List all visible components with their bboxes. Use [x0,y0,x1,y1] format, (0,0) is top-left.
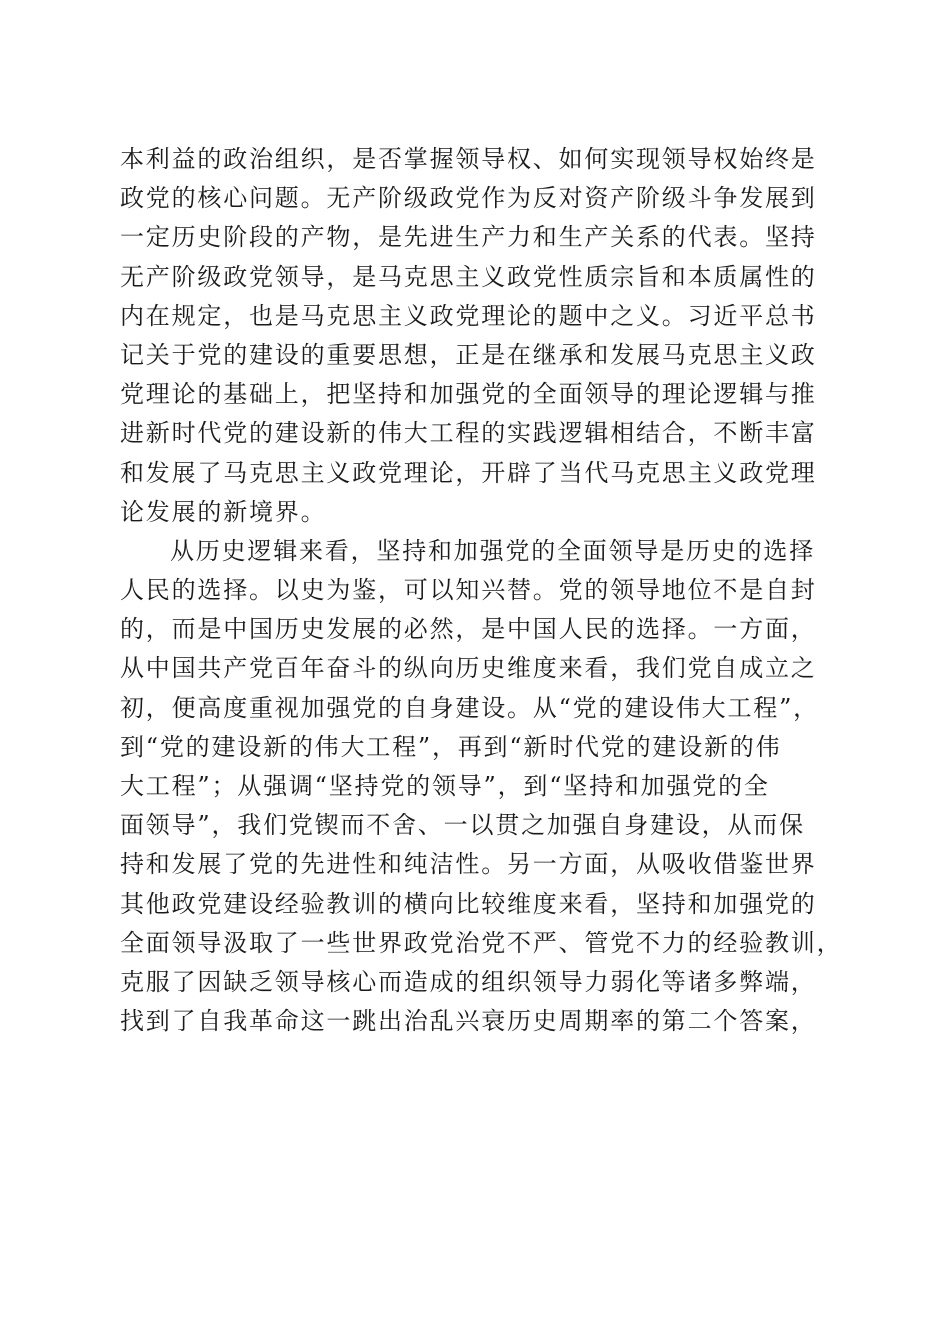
text-line: 到“党的建设新的伟大工程”，再到“新时代党的建设新的伟 [120,732,782,761]
text-line: 克服了因缺乏领导核心而造成的组织领导力弱化等诸多弊端， [120,967,817,996]
text-line: 本利益的政治组织，是否掌握领导权、如何实现领导权始终是 [120,145,817,173]
text-line: 人民的选择。以史为鉴，可以知兴替。党的领导地位不是自封 [120,576,817,605]
text-line: 初，便高度重视加强党的自身建设。从“党的建设伟大工程”， [120,693,819,722]
paragraph [120,532,843,1041]
text-line: 政党的核心问题。无产阶级政党作为反对资产阶级斗争发展到 [120,184,817,213]
text-line: 无产阶级政党领导，是马克思主义政党性质宗旨和本质属性的 [120,262,817,291]
text-line: 党理论的基础上，把坚持和加强党的全面领导的理论逻辑与推 [120,380,817,409]
text-line: 进新时代党的建设新的伟大工程的实践逻辑相结合，不断丰富 [120,419,817,448]
text-line: 持和发展了党的先进性和纯洁性。另一方面，从吸收借鉴世界 [120,850,817,879]
body-text [120,140,843,1041]
text-line: 的，而是中国历史发展的必然，是中国人民的选择。一方面， [120,615,817,644]
paragraph [120,140,840,532]
text-line: 全面领导汲取了一些世界政党治党不严、管党不力的经验教训， [120,928,843,957]
text-line: 和发展了马克思主义政党理论，开辟了当代马克思主义政党理 [120,458,817,487]
text-line: 从历史逻辑来看，坚持和加强党的全面领导是历史的选择 [170,536,815,565]
text-line: 面领导”，我们党锲而不舍、一以贯之加强自身建设，从而保 [120,811,805,840]
text-line: 大工程”；从强调“坚持党的领导”，到“坚持和加强党的全 [120,772,770,800]
text-line: 论发展的新境界。 [120,497,327,526]
text-line: 其他政党建设经验教训的横向比较维度来看，坚持和加强党的 [120,889,817,918]
text-line: 从中国共产党百年奋斗的纵向历史维度来看，我们党自成立之 [120,654,817,683]
text-line: 内在规定，也是马克思主义政党理论的题中之义。习近平总书 [120,301,817,330]
text-line: 一定历史阶段的产物，是先进生产力和生产关系的代表。坚持 [120,223,817,252]
text-line: 记关于党的建设的重要思想，正是在继承和发展马克思主义政 [120,340,817,369]
text-line: 找到了自我革命这一跳出治乱兴衰历史周期率的第二个答案， [120,1007,817,1036]
